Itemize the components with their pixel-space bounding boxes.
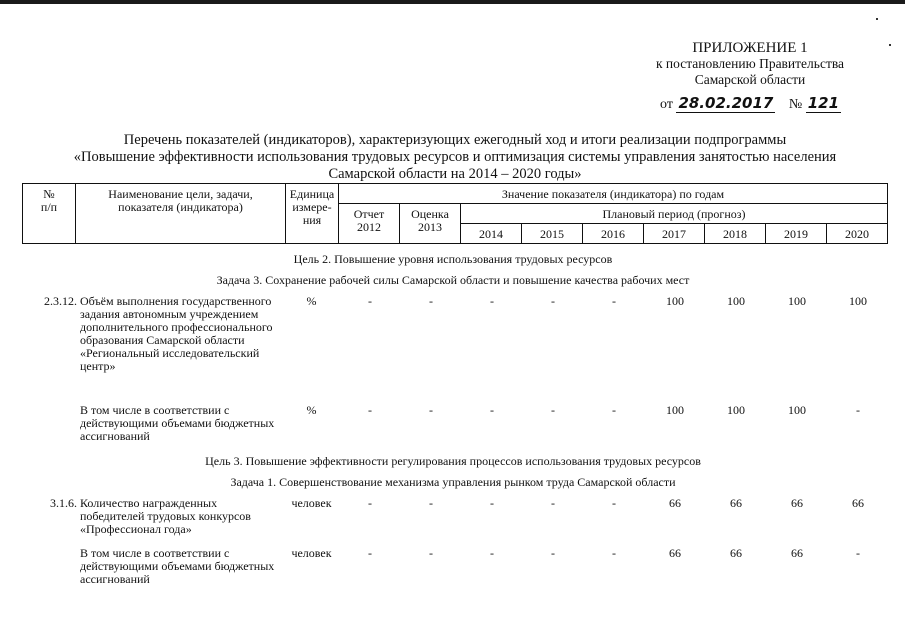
title-line: Самарской области на 2014 – 2020 годы» xyxy=(328,166,582,182)
header-year: 2018 xyxy=(705,224,766,244)
row-value: 100 xyxy=(727,403,745,417)
row-value: - xyxy=(612,496,616,510)
row-value: - xyxy=(612,546,616,560)
date-prefix: от xyxy=(660,97,673,112)
appendix-line: Самарской области xyxy=(694,72,806,87)
header-year: 2015 xyxy=(522,224,583,244)
handwritten-number: 121 xyxy=(807,94,840,112)
title-line: Перечень показателей (индикаторов), характеризующих ежегодный ход и итоги реализации подпрограммы xyxy=(123,132,787,148)
row-value: - xyxy=(490,294,494,308)
row-value: - xyxy=(551,294,555,308)
header-plan-group: Плановый период (прогноз) xyxy=(461,204,888,224)
row-value: - xyxy=(429,294,433,308)
row-value: - xyxy=(490,496,494,510)
appendix-date-line xyxy=(660,94,841,113)
handwritten-date: 28.02.2017 xyxy=(678,94,774,112)
number-prefix: № xyxy=(788,97,803,112)
row-value: - xyxy=(612,294,616,308)
row-value: 100 xyxy=(788,403,806,417)
row-value: - xyxy=(490,403,494,417)
section-task: Задача 1. Совершенствование механизма управления рынком труда Самарской области xyxy=(230,475,676,489)
row-value: - xyxy=(612,403,616,417)
header-year: 2017 xyxy=(644,224,705,244)
document-title xyxy=(20,132,890,183)
row-value: 66 xyxy=(669,496,681,510)
appendix-heading: ПРИЛОЖЕНИЕ 1 xyxy=(692,40,808,56)
row-value: - xyxy=(551,546,555,560)
header-year: 2014 xyxy=(461,224,522,244)
row-value: 100 xyxy=(666,403,684,417)
row-num: 2.3.12. xyxy=(44,294,77,308)
row-value: 66 xyxy=(730,496,742,510)
scan-top-edge xyxy=(0,0,905,4)
scan-speck xyxy=(876,18,878,20)
row-name: В том числе в соответствии с действующими объемами бюджетных ассигнований xyxy=(80,403,275,443)
header-values-group: Значение показателя (индикатора) по годам xyxy=(339,184,888,204)
row-value: - xyxy=(368,403,372,417)
row-value: 100 xyxy=(666,294,684,308)
row-num: 3.1.6. xyxy=(50,496,77,510)
title-line: «Повышение эффективности использования трудовых ресурсов и оптимизация системы управления занятостью населения xyxy=(73,149,837,165)
row-name: Количество награжденных победителей трудовых конкурсов «Профессионал года» xyxy=(80,496,251,536)
row-value: 66 xyxy=(852,496,864,510)
row-name: В том числе в соответствии с действующими объемами бюджетных ассигнований xyxy=(80,546,275,586)
row-value: - xyxy=(429,546,433,560)
row-value: 100 xyxy=(849,294,867,308)
section-goal: Цель 2. Повышение уровня использования трудовых ресурсов xyxy=(293,252,613,266)
row-unit: человек xyxy=(291,546,332,560)
row-value: - xyxy=(856,546,860,560)
row-value: - xyxy=(368,496,372,510)
appendix-block xyxy=(600,40,900,88)
header-name: Наименование цели, задачи, показателя (индикатора) xyxy=(76,184,286,244)
row-unit: % xyxy=(306,294,317,308)
indicators-table-header xyxy=(22,183,888,244)
row-value: - xyxy=(856,403,860,417)
header-report: Отчет 2012 xyxy=(339,204,400,244)
section-goal: Цель 3. Повышение эффективности регулирования процессов использования трудовых ресурсов xyxy=(205,454,701,468)
row-value: 100 xyxy=(788,294,806,308)
row-value: 66 xyxy=(791,496,803,510)
row-value: 66 xyxy=(791,546,803,560)
row-unit: % xyxy=(306,403,317,417)
header-num: № п/п xyxy=(23,184,76,244)
header-year: 2019 xyxy=(766,224,827,244)
row-value: - xyxy=(551,496,555,510)
row-value: - xyxy=(551,403,555,417)
row-unit: человек xyxy=(291,496,332,510)
row-value: 66 xyxy=(730,546,742,560)
row-value: 100 xyxy=(727,294,745,308)
row-value: - xyxy=(368,546,372,560)
header-year: 2020 xyxy=(827,224,888,244)
header-unit: Единица измере- ния xyxy=(286,184,339,244)
section-task: Задача 3. Сохранение рабочей силы Самарской области и повышение качества рабочих мест xyxy=(216,273,690,287)
row-value: - xyxy=(368,294,372,308)
header-year: 2016 xyxy=(583,224,644,244)
header-estimate: Оценка 2013 xyxy=(400,204,461,244)
row-value: 66 xyxy=(669,546,681,560)
row-value: - xyxy=(429,403,433,417)
row-value: - xyxy=(490,546,494,560)
row-value: - xyxy=(429,496,433,510)
appendix-line: к постановлению Правительства xyxy=(655,56,845,71)
row-name: Объём выполнения государственного задания автономным учреждением дополнительного профессионального образования Самарской области «Региональный исследовательский центр» xyxy=(80,294,273,373)
